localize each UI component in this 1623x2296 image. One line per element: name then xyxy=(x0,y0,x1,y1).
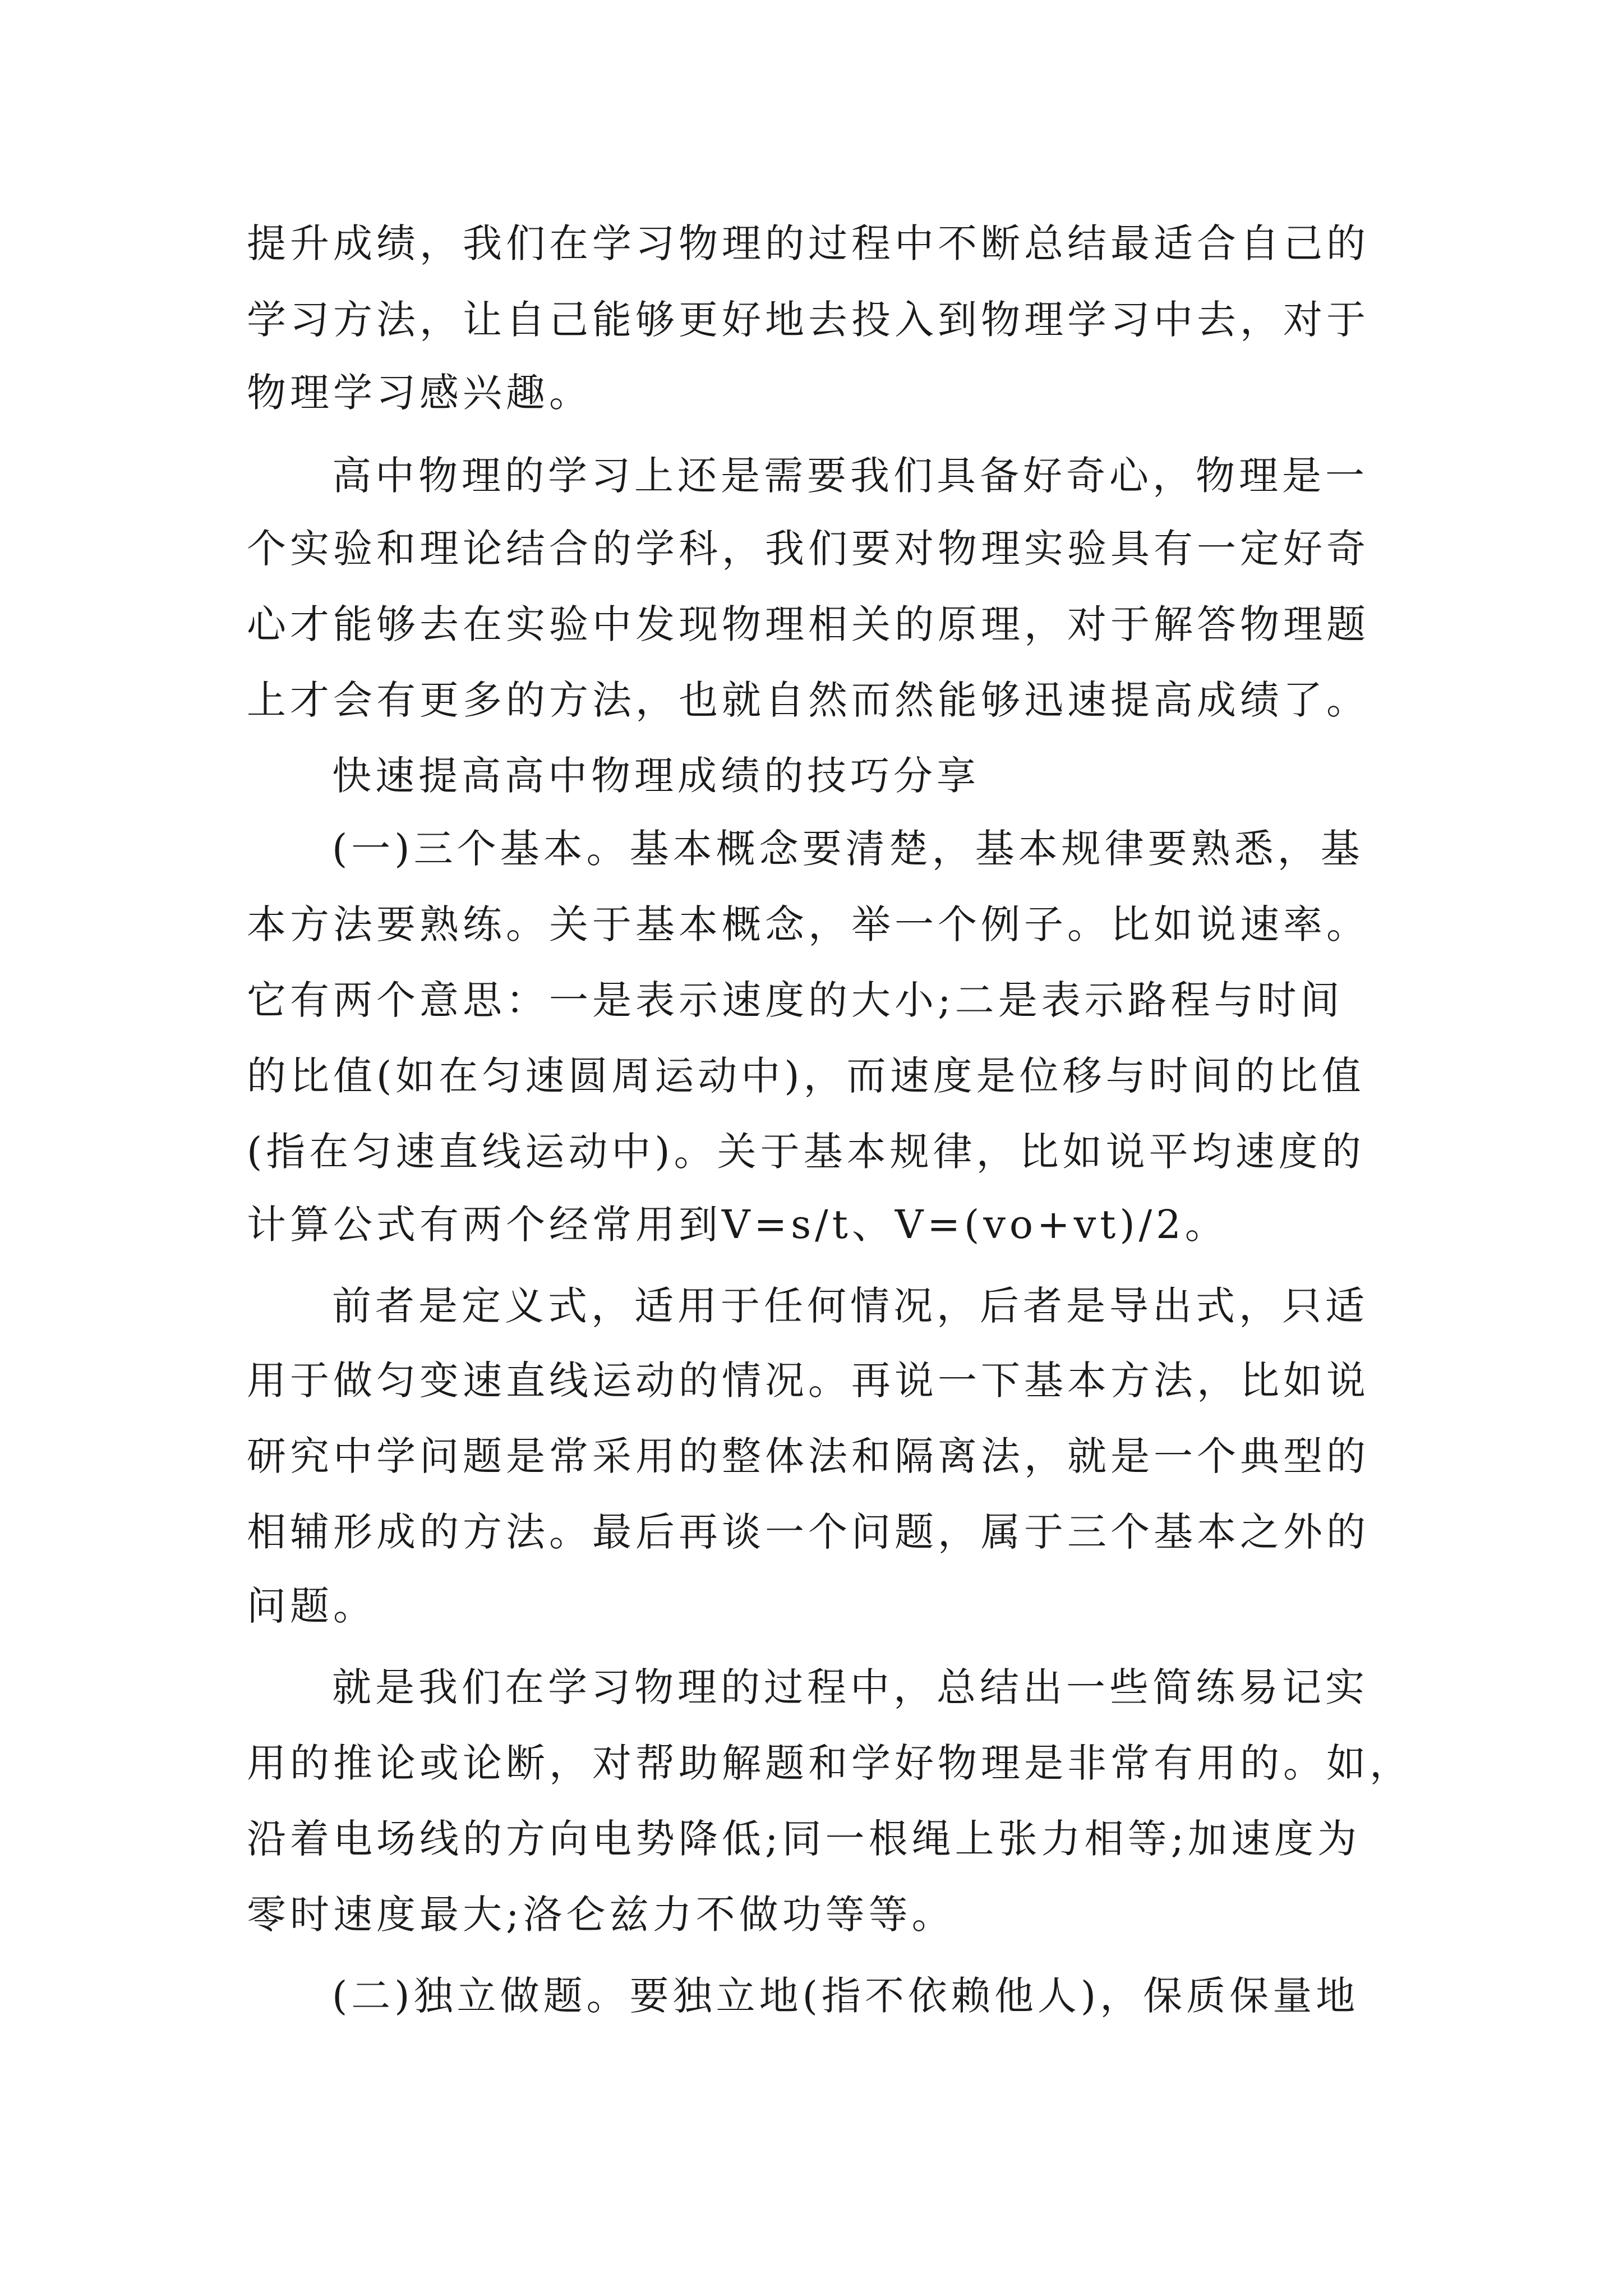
text-line: 物理学习感兴趣。 xyxy=(247,370,592,416)
text-line: (指在匀速直线运动中)。关于基本规律，比如说平均速度的 xyxy=(247,1129,1365,1175)
text-line: 研究中学问题是常采用的整体法和隔离法，就是一个典型的 xyxy=(247,1433,1370,1479)
paragraph-first-line: 就是我们在学习物理的过程中，总结出一些简练易记实 xyxy=(332,1664,1368,1710)
text-line: 它有两个意思：一是表示速度的大小;二是表示路程与时间 xyxy=(247,977,1344,1023)
text-line: 计算公式有两个经常用到V=s/t、V=(vo+vt)/2。 xyxy=(247,1202,1228,1248)
text-line: 心才能够去在实验中发现物理相关的原理，对于解答物理题 xyxy=(247,601,1370,647)
text-line: 零时速度最大;洛仑兹力不做功等等。 xyxy=(247,1892,955,1938)
text-line: 的比值(如在匀速圆周运动中)，而速度是位移与时间的比值 xyxy=(247,1053,1365,1099)
text-line: 学习方法，让自己能够更好地去投入到物理学习中去，对于 xyxy=(247,297,1370,343)
text-line: 用于做匀变速直线运动的情况。再说一下基本方法，比如说 xyxy=(247,1358,1370,1404)
paragraph-first-line: (一)三个基本。基本概念要清楚，基本规律要熟悉，基 xyxy=(332,826,1364,872)
text-line: 上才会有更多的方法，也就自然而然能够迅速提高成绩了。 xyxy=(247,677,1370,723)
text-line: 相辅形成的方法。最后再谈一个问题，属于三个基本之外的 xyxy=(247,1509,1370,1555)
paragraph-first-line: 前者是定义式，适用于任何情况，后者是导出式，只适 xyxy=(332,1283,1368,1329)
text-line: 问题。 xyxy=(247,1583,376,1629)
text-line: 个实验和理论结合的学科，我们要对物理实验具有一定好奇 xyxy=(247,526,1370,572)
text-line: 提升成绩，我们在学习物理的过程中不断总结最适合自己的 xyxy=(247,220,1370,266)
section-heading: 快速提高高中物理成绩的技巧分享 xyxy=(332,753,980,799)
text-line: 本方法要熟练。关于基本概念，举一个例子。比如说速率。 xyxy=(247,901,1370,947)
text-line: 用的推论或论断，对帮助解题和学好物理是非常有用的。如， xyxy=(247,1740,1413,1786)
paragraph-first-line: (二)独立做题。要独立地(指不依赖他人)，保质保量地 xyxy=(332,1973,1359,2019)
text-line: 沿着电场线的方向电势降低;同一根绳上张力相等;加速度为 xyxy=(247,1816,1361,1862)
paragraph-first-line: 高中物理的学习上还是需要我们具备好奇心，物理是一 xyxy=(332,453,1368,499)
